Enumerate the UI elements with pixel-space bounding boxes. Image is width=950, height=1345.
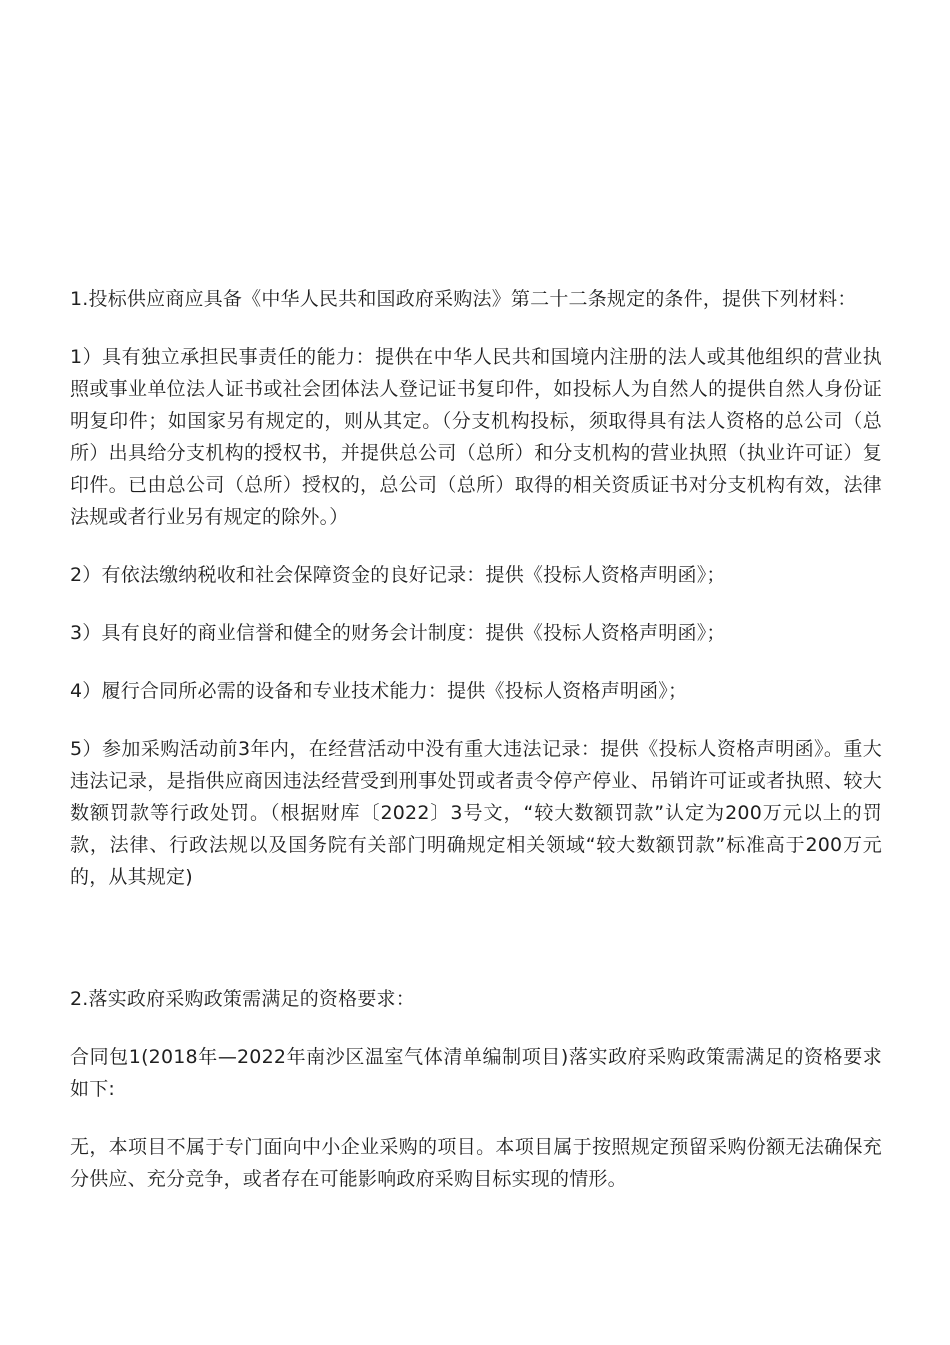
requirement-item-4: 4）履行合同所必需的设备和专业技术能力：提供《投标人资格声明函》； — [70, 680, 688, 702]
requirement-item-1: 1）具有独立承担民事责任的能力：提供在中华人民共和国境内注册的法人或其他组织的营业执照或事业单位法人证书或社会团体法人登记证书复印件，如投标人为自然人的提供自然人身份证明复印件；如国家另有规定的，则从其定。（分支机构投标，须取得具有法人资格的总公司（总所）出具给分支机构的授权书，并提供总公司（总所）和分支机构的营业执照（执业许可证）复印件。已由总公司（总所）授权的，总公司（总所）取得的相关资质证书对分支机构有效，法律法规或者行业另有规定的除外。） — [70, 346, 882, 528]
policy-statement-paragraph: 无，本项目不属于专门面向中小企业采购的项目。本项目属于按照规定预留采购份额无法确保充分供应、充分竞争，或者存在可能影响政府采购目标实现的情形。 — [70, 1136, 882, 1190]
contract-package-paragraph: 合同包1(2018年—2022年南沙区温室气体清单编制项目)落实政府采购政策需满足的资格要求如下: — [70, 1046, 882, 1100]
document-body — [70, 283, 882, 1195]
requirement-item-5: 5）参加采购活动前3年内，在经营活动中没有重大违法记录：提供《投标人资格声明函》。重大违法记录，是指供应商因违法经营受到刑事处罚或者责令停产停业、吊销许可证或者执照、较大数额罚款等行政处罚。（根据财库〔2022〕3号文，“较大数额罚款”认定为200万元以上的罚款，法律、行政法规以及国务院有关部门明确规定相关领域“较大数额罚款”标准高于200万元的，从其规定) — [70, 738, 882, 888]
requirement-item-3: 3）具有良好的商业信誉和健全的财务会计制度：提供《投标人资格声明函》； — [70, 622, 726, 644]
section-1-heading: 1.投标供应商应具备《中华人民共和国政府采购法》第二十二条规定的条件，提供下列材料： — [70, 288, 857, 310]
section-2-heading: 2.落实政府采购政策需满足的资格要求： — [70, 988, 415, 1010]
requirement-item-2: 2）有依法缴纳税收和社会保障资金的良好记录：提供《投标人资格声明函》； — [70, 564, 726, 586]
